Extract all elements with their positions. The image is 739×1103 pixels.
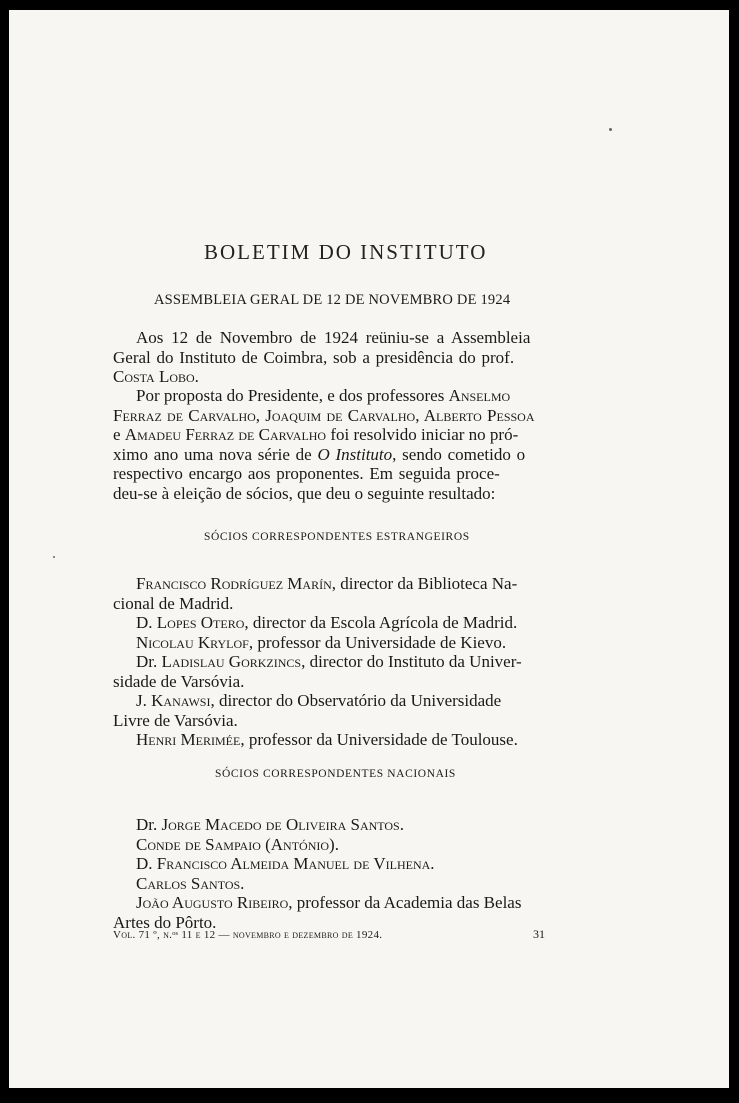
foreign-member — [113, 652, 593, 672]
national-member — [113, 815, 593, 835]
foreign-member — [113, 633, 593, 653]
journal-title: O Instituto — [317, 444, 393, 464]
member-title: Dr. — [136, 652, 162, 671]
member-description: , director da Biblioteca Na- — [331, 574, 518, 593]
national-member: Conde de Sampaio (António). — [136, 834, 339, 854]
foreign-member — [113, 613, 593, 633]
page-title: BOLETIM DO INSTITUTO — [204, 240, 488, 264]
person-name: D. Lopes Otero — [136, 613, 245, 632]
member-description: , professor da Universidade de Toulouse. — [240, 730, 518, 749]
page-subtitle: ASSEMBLEIA GERAL DE 12 DE NOVEMBRO DE 1924 — [154, 292, 511, 308]
member-description: , director do Observatório da Universidade — [210, 691, 502, 710]
foreign-member-cont: Livre de Varsóvia. — [113, 710, 238, 730]
person-name: Henri Merimée — [136, 730, 241, 749]
proposal-line-4 — [113, 445, 593, 465]
national-members-list — [113, 815, 593, 932]
member-description: , professor da Universidade de Kievo. — [248, 632, 507, 652]
footer-volume-info: Vol. 71 º, n.ᵒˢ 11 e 12 — novembro e dezembro de 1924. — [113, 929, 383, 941]
proposal-text: ximo ano uma nova série de — [113, 444, 318, 464]
person-name: Amadeu Ferraz de Carvalho — [124, 425, 327, 444]
foreign-member — [113, 574, 593, 594]
proposal-line-6: deu-se à eleição de sócios, que deu o seguinte resultado: — [113, 483, 496, 503]
foreign-members-list — [113, 574, 593, 750]
intro-paragraph — [113, 328, 593, 387]
person-name: Francisco Rodríguez Marín — [136, 574, 332, 593]
intro-line-3: Costa Lobo. — [113, 367, 199, 386]
foreign-member — [113, 730, 593, 750]
person-name: Anselmo — [448, 386, 511, 405]
person-name: Francisco Almeida Manuel de Vilhena. — [156, 854, 435, 873]
page-number: 31 — [533, 927, 545, 941]
national-member — [113, 893, 593, 913]
proposal-text: Por proposta do Presidente, e dos professores — [136, 386, 449, 405]
national-member-cont: Artes do Pôrto. — [113, 912, 217, 932]
member-description: , director do Instituto da Univer- — [301, 652, 522, 671]
person-name: Ladislau Gorkzincs — [161, 652, 302, 671]
national-member: Carlos Santos. — [136, 873, 245, 893]
proposal-line-5: respectivo encargo aos proponentes. Em seguida proce- — [113, 464, 500, 483]
foreign-member-cont: sidade de Varsóvia. — [113, 671, 245, 691]
paper-speck — [53, 556, 55, 558]
person-name: Jorge Macedo de Oliveira Santos. — [161, 815, 404, 834]
proposal-text: e — [113, 425, 125, 444]
proposal-paragraph — [113, 386, 593, 503]
foreign-members-heading: SÓCIOS CORRESPONDENTES ESTRANGEIROS — [204, 531, 470, 543]
intro-line-1: Aos 12 de Novembro de 1924 reüniu-se a Assembleia — [136, 328, 531, 347]
member-description: , director da Escola Agrícola de Madrid. — [244, 613, 518, 632]
paper-speck — [609, 128, 612, 131]
proposal-line-2: Ferraz de Carvalho, Joaquim de Carvalho, Alberto Pessoa — [113, 405, 535, 425]
person-name: Kanawsi — [151, 691, 211, 710]
proposal-text: , sendo cometido o — [392, 444, 526, 464]
member-title: D. — [136, 854, 157, 873]
proposal-text: foi resolvido iniciar no pró- — [326, 425, 519, 444]
member-description: , professor da Academia das Belas — [288, 893, 522, 912]
proposal-line-3 — [113, 425, 593, 445]
national-member — [113, 854, 593, 874]
person-name: João Augusto Ribeiro — [136, 893, 289, 912]
proposal-line-1 — [113, 386, 593, 406]
intro-line-2: Geral do Instituto de Coimbra, sob a presidência do prof. — [113, 347, 515, 367]
foreign-member — [113, 691, 593, 711]
member-title: Dr. — [136, 815, 162, 834]
foreign-member-cont: cional de Madrid. — [113, 593, 234, 613]
document-page — [9, 10, 729, 1088]
national-members-heading: SÓCIOS CORRESPONDENTES NACIONAIS — [215, 768, 456, 780]
member-title: J. — [136, 691, 152, 710]
person-name: Nicolau Krylof — [136, 632, 249, 652]
